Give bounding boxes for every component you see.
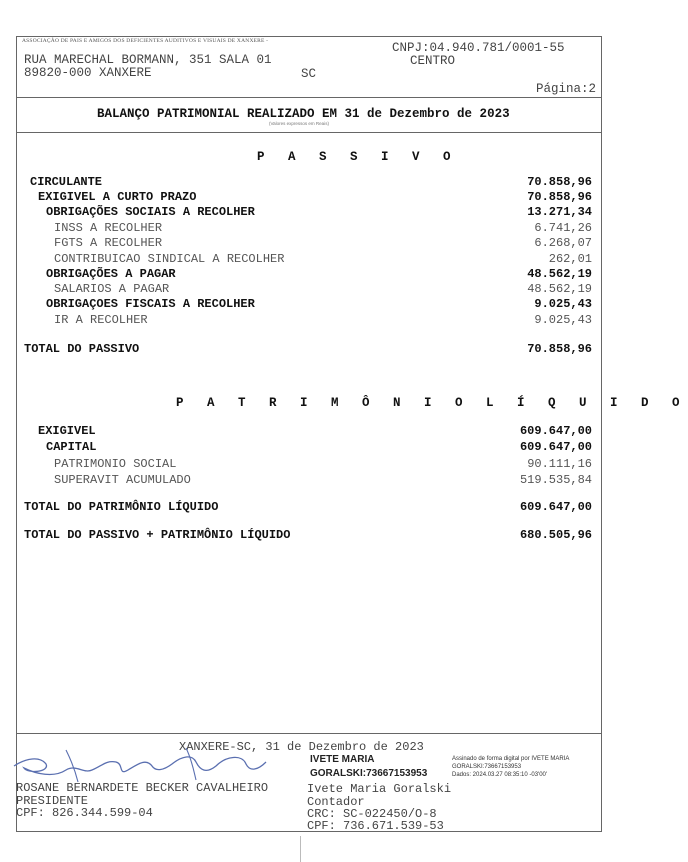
row-value: 13.271,34	[527, 205, 592, 219]
table-row	[24, 267, 592, 282]
district: CENTRO	[410, 54, 456, 68]
row-label: FGTS A RECOLHER	[54, 236, 163, 250]
digital-signature-text-2: GORALSKI:73667153953	[452, 764, 522, 770]
row-label: TOTAL DO PASSIVO	[24, 342, 140, 356]
org-name: ASSOCIAÇÃO DE PAIS E AMIGOS DOS DEFICIENTES AUDITIVOS E VISUAIS DE XANXERE -	[22, 38, 269, 44]
footer-divider	[16, 733, 602, 734]
row-value: 9.025,43	[534, 297, 592, 311]
row-value: 609.647,00	[519, 424, 592, 438]
table-row	[24, 473, 592, 488]
row-value: 6.268,07	[534, 236, 592, 250]
digital-signature-name-2: GORALSKI:73667153953	[310, 768, 428, 779]
row-value: 9.025,43	[534, 313, 592, 327]
table-row	[24, 297, 592, 312]
row-value: 609.647,00	[519, 440, 592, 454]
row-value: 70.858,96	[527, 190, 592, 204]
row-value: 519.535,84	[519, 473, 592, 487]
digital-signature-text-3: Dados: 2024.03.27 08:35:10 -03'00'	[452, 772, 548, 778]
passivo-heading: P A S S I V O	[257, 150, 459, 164]
row-value: 48.562,19	[527, 282, 592, 296]
row-label: OBRIGAÇOES FISCAIS A RECOLHER	[46, 297, 255, 311]
state: SC	[301, 67, 317, 81]
table-row	[24, 424, 592, 439]
page-fold-mark	[300, 836, 301, 862]
header-divider	[16, 97, 602, 98]
row-value: 48.562,19	[527, 267, 592, 281]
president-cpf: CPF: 826.344.599-04	[16, 806, 153, 820]
row-value: 70.858,96	[527, 175, 592, 189]
row-label: TOTAL DO PASSIVO + PATRIMÔNIO LÍQUIDO	[24, 528, 291, 542]
page-number: Página:2	[536, 82, 597, 96]
cnpj: CNPJ:04.940.781/0001-55	[392, 41, 565, 55]
address: RUA MARECHAL BORMANN, 351 SALA 01	[24, 53, 272, 67]
row-label: CONTRIBUICAO SINDICAL A RECOLHER	[54, 252, 285, 266]
report-title: BALANÇO PATRIMONIAL REALIZADO EM 31 de Dezembro de 2023	[97, 107, 510, 121]
cep-city: 89820-000 XANXERE	[24, 66, 152, 80]
handwritten-signature	[6, 744, 276, 784]
row-label: IR A RECOLHER	[54, 313, 148, 327]
table-row	[24, 190, 592, 205]
table-row	[24, 175, 592, 190]
president-name: ROSANE BERNARDETE BECKER CAVALHEIRO	[16, 781, 269, 795]
row-value: 609.647,00	[519, 500, 592, 514]
digital-signature-text-1: Assinado de forma digital por IVETE MARIA	[452, 756, 570, 762]
table-row	[24, 440, 592, 455]
row-value: 262,01	[548, 252, 592, 266]
row-label: EXIGIVEL	[38, 424, 96, 438]
accountant-cpf: CPF: 736.671.539-53	[307, 819, 444, 833]
row-label: OBRIGAÇÕES A PAGAR	[46, 267, 176, 281]
row-label: SALARIOS A PAGAR	[54, 282, 170, 296]
table-row	[24, 313, 592, 328]
row-value: 90.111,16	[527, 457, 592, 471]
row-label: SUPERAVIT ACUMULADO	[54, 473, 191, 487]
values-note: (Valores expressos em Reais)	[269, 121, 329, 126]
row-label: CIRCULANTE	[30, 175, 103, 189]
row-label: PATRIMONIO SOCIAL	[54, 457, 177, 471]
row-value: 70.858,96	[527, 342, 592, 356]
grand-total-row	[24, 528, 592, 543]
title-divider	[16, 132, 602, 133]
passivo-total-row	[24, 342, 592, 357]
row-label: CAPITAL	[46, 440, 97, 454]
accountant-role: Contador	[307, 795, 365, 809]
row-value: 680.505,96	[519, 528, 592, 542]
row-label: TOTAL DO PATRIMÔNIO LÍQUIDO	[24, 500, 219, 514]
table-row	[24, 236, 592, 251]
table-row	[24, 205, 592, 220]
pl-total-row	[24, 500, 592, 515]
row-label: EXIGIVEL A CURTO PRAZO	[38, 190, 197, 204]
accountant-crc: CRC: SC-022450/O-8	[307, 807, 437, 821]
row-label: OBRIGAÇÕES SOCIAIS A RECOLHER	[46, 205, 255, 219]
table-row	[24, 252, 592, 267]
place-date: XANXERE-SC, 31 de Dezembro de 2023	[179, 740, 424, 754]
table-row	[24, 282, 592, 297]
digital-signature-name-1: IVETE MARIA	[310, 754, 375, 765]
row-label: INSS A RECOLHER	[54, 221, 163, 235]
pl-heading: P A T R I M Ô N I O L Í Q U I D O	[176, 396, 688, 410]
row-value: 6.741,26	[534, 221, 592, 235]
table-row	[24, 221, 592, 236]
accountant-name: Ivete Maria Goralski	[307, 782, 452, 796]
table-row	[24, 457, 592, 472]
president-role: PRESIDENTE	[16, 794, 89, 808]
